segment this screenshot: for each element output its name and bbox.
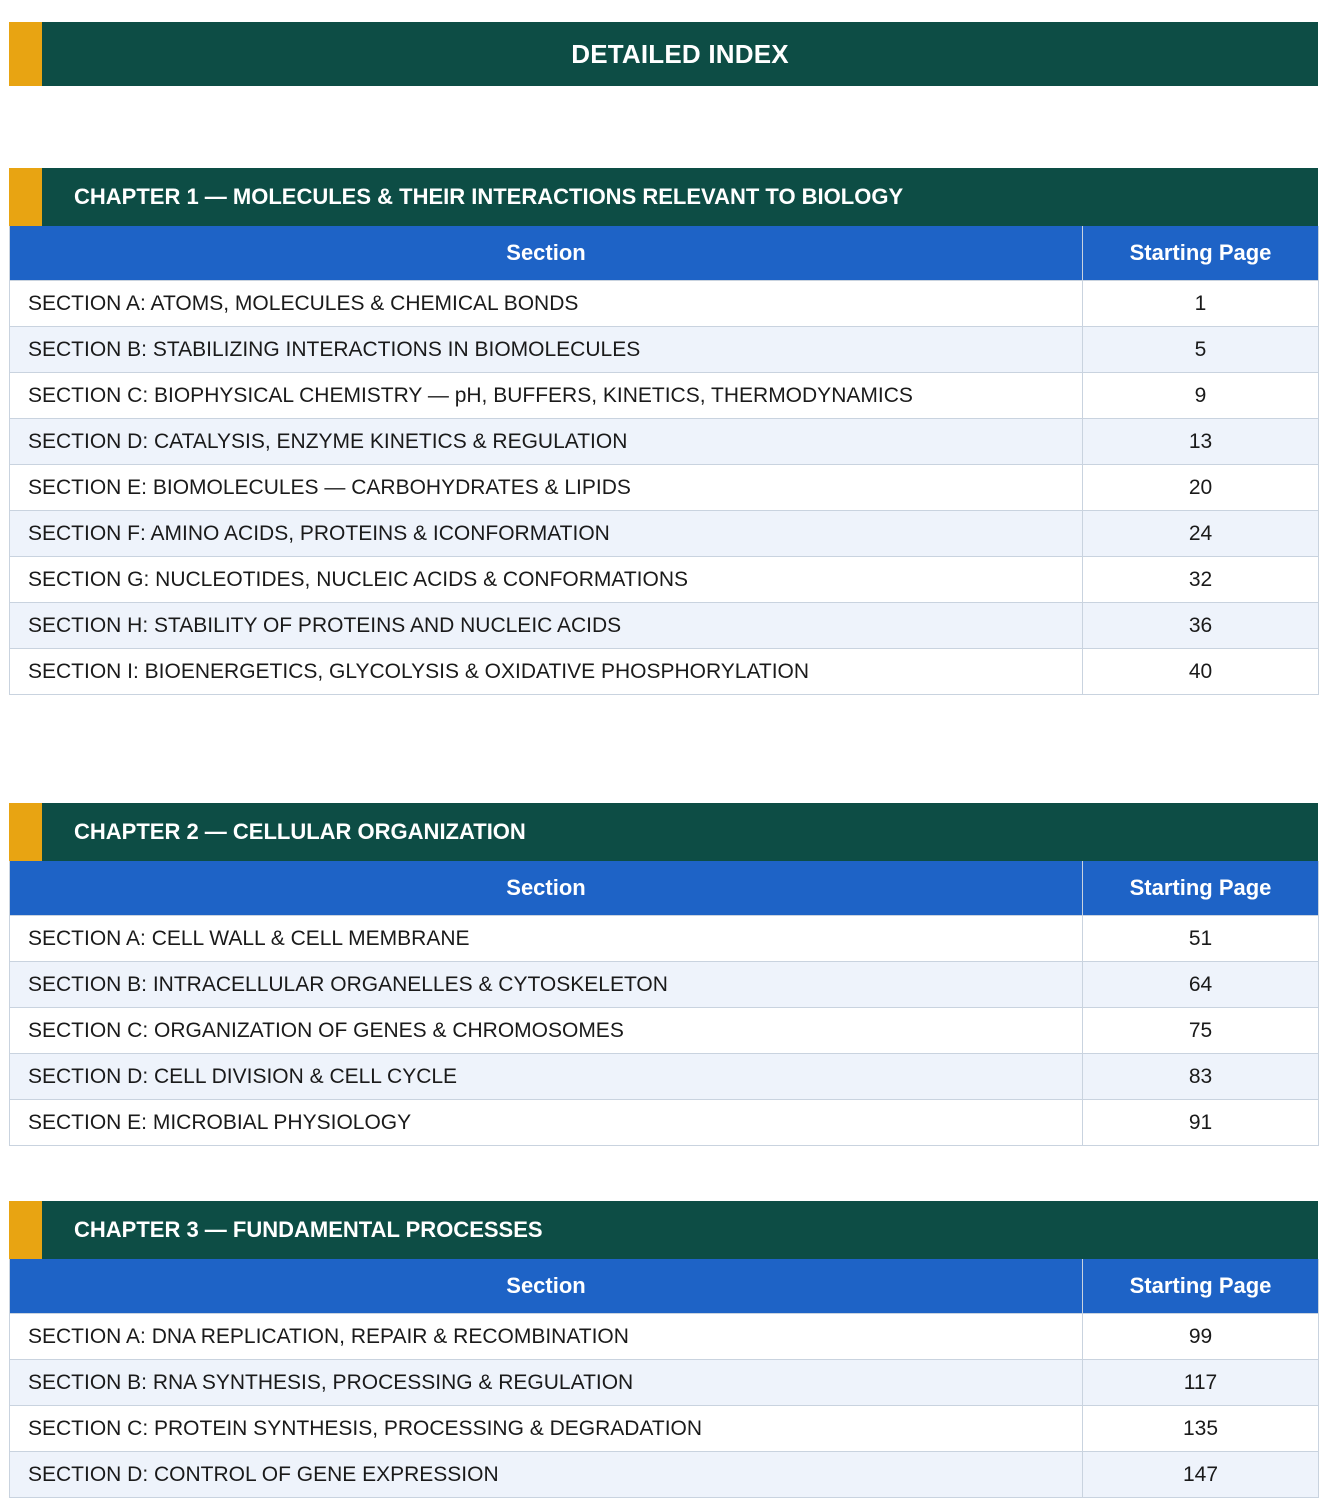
table-row [10,649,1319,695]
table-row [10,1008,1319,1054]
page-cell: 40 [1083,649,1319,695]
page-cell: 5 [1083,327,1319,373]
chapter-title: CHAPTER 2 — CELLULAR ORGANIZATION [74,819,526,844]
page-cell: 135 [1083,1406,1319,1452]
section-cell: SECTION E: BIOMOLECULES — CARBOHYDRATES & LIPIDS [10,465,1083,511]
section-table [9,226,1319,695]
page-cell: 64 [1083,962,1319,1008]
table-header-row [10,226,1319,281]
chapter-title: CHAPTER 1 — MOLECULES & THEIR INTERACTIONS RELEVANT TO BIOLOGY [74,184,904,209]
table-row [10,916,1319,962]
section-cell: SECTION A: DNA REPLICATION, REPAIR & RECOMBINATION [10,1314,1083,1360]
page-cell: 1 [1083,281,1319,327]
page-cell: 147 [1083,1452,1319,1498]
section-cell: SECTION F: AMINO ACIDS, PROTEINS & ICONFORMATION [10,511,1083,557]
page-cell: 32 [1083,557,1319,603]
page-cell: 83 [1083,1054,1319,1100]
section-cell: SECTION B: STABILIZING INTERACTIONS IN BIOMOLECULES [10,327,1083,373]
section-cell: SECTION C: BIOPHYSICAL CHEMISTRY — pH, BUFFERS, KINETICS, THERMODYNAMICS [10,373,1083,419]
table-row [10,511,1319,557]
chapter-accent-stripe [9,168,42,226]
chapter-title: CHAPTER 3 — FUNDAMENTAL PROCESSES [74,1217,543,1242]
section-table [9,1259,1319,1498]
starting-page-column-header: Starting Page [1083,861,1319,916]
page-cell: 20 [1083,465,1319,511]
page-cell: 13 [1083,419,1319,465]
table-row [10,465,1319,511]
page-cell: 91 [1083,1100,1319,1146]
table-row [10,557,1319,603]
chapter-header [9,1201,1318,1259]
chapter-3 [9,1201,1318,1498]
section-cell: SECTION A: ATOMS, MOLECULES & CHEMICAL BONDS [10,281,1083,327]
chapter-header [9,168,1318,226]
section-table [9,861,1319,1146]
page-cell: 99 [1083,1314,1319,1360]
page-cell: 51 [1083,916,1319,962]
table-row [10,1452,1319,1498]
section-cell: SECTION C: ORGANIZATION OF GENES & CHROMOSOMES [10,1008,1083,1054]
table-row [10,419,1319,465]
table-row [10,373,1319,419]
table-row [10,1314,1319,1360]
index-title-bar [9,22,1318,86]
section-cell: SECTION B: RNA SYNTHESIS, PROCESSING & REGULATION [10,1360,1083,1406]
table-row [10,1360,1319,1406]
chapter-accent-stripe [9,803,42,861]
section-cell: SECTION H: STABILITY OF PROTEINS AND NUCLEIC ACIDS [10,603,1083,649]
section-column-header: Section [10,1259,1083,1314]
section-column-header: Section [10,861,1083,916]
section-cell: SECTION C: PROTEIN SYNTHESIS, PROCESSING & DEGRADATION [10,1406,1083,1452]
section-column-header: Section [10,226,1083,281]
table-row [10,962,1319,1008]
table-header-row [10,1259,1319,1314]
page-cell: 117 [1083,1360,1319,1406]
chapter-1 [9,168,1318,695]
starting-page-column-header: Starting Page [1083,226,1319,281]
section-cell: SECTION I: BIOENERGETICS, GLYCOLYSIS & OXIDATIVE PHOSPHORYLATION [10,649,1083,695]
starting-page-column-header: Starting Page [1083,1259,1319,1314]
table-header-row [10,861,1319,916]
table-row [10,327,1319,373]
section-cell: SECTION D: CATALYSIS, ENZYME KINETICS & REGULATION [10,419,1083,465]
page-cell: 36 [1083,603,1319,649]
page-cell: 24 [1083,511,1319,557]
table-row [10,1054,1319,1100]
section-cell: SECTION A: CELL WALL & CELL MEMBRANE [10,916,1083,962]
table-row [10,281,1319,327]
table-row [10,603,1319,649]
chapter-2 [9,803,1318,1146]
chapter-accent-stripe [9,1201,42,1259]
title-accent-stripe [9,22,42,86]
table-row [10,1406,1319,1452]
page-cell: 75 [1083,1008,1319,1054]
page-cell: 9 [1083,373,1319,419]
table-row [10,1100,1319,1146]
page-title: DETAILED INDEX [571,38,789,69]
chapter-header [9,803,1318,861]
section-cell: SECTION D: CELL DIVISION & CELL CYCLE [10,1054,1083,1100]
section-cell: SECTION B: INTRACELLULAR ORGANELLES & CYTOSKELETON [10,962,1083,1008]
section-cell: SECTION G: NUCLEOTIDES, NUCLEIC ACIDS & CONFORMATIONS [10,557,1083,603]
section-cell: SECTION D: CONTROL OF GENE EXPRESSION [10,1452,1083,1498]
section-cell: SECTION E: MICROBIAL PHYSIOLOGY [10,1100,1083,1146]
